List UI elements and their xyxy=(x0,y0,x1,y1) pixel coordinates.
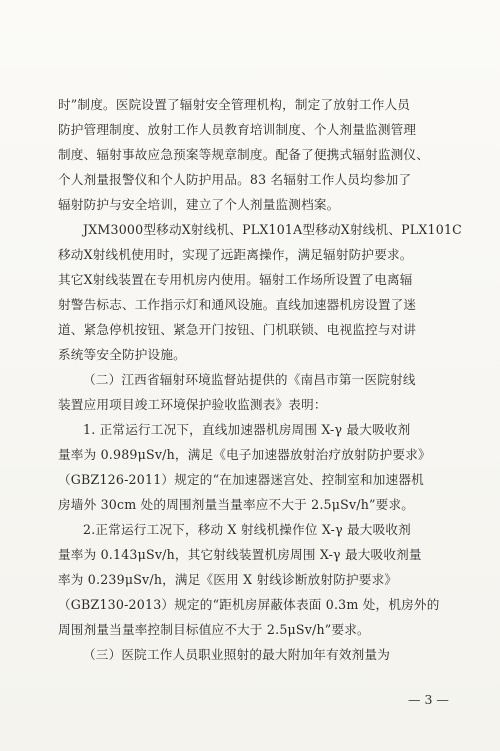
text-line: （GBZ130-2013）规定的“距机房屏蔽体表面 0.3m 处，机房外的 xyxy=(58,597,440,612)
text-line: 1. 正常运行工况下，直线加速器机房周围 X-γ 最大吸收剂 xyxy=(83,422,411,437)
text-line: 装置应用项目竣工环境保护验收监测表》表明： xyxy=(58,397,327,412)
text-line: 周围剂量当量率控制目标值应不大于 2.5μSv/h”要求。 xyxy=(58,622,370,637)
paragraph-equipment-protection xyxy=(58,217,463,367)
text-line: 道、紧急停机按钮、紧急开门按钮、门机联锁、电视监控与对讲 xyxy=(58,322,417,337)
text-line: 射警告标志、工作指示灯和通风设施。直线加速器机房设置了迷 xyxy=(58,297,417,312)
document-body xyxy=(58,92,463,667)
text-line: 制度、辐射事故应急预案等规章制度。配备了便携式辐射监测仪、 xyxy=(58,147,430,162)
text-line: 移动X射线机使用时，实现了远距离操作，满足辐射防护要求。 xyxy=(58,247,413,262)
text-line: 其它X射线装置在专用机房内使用。辐射工作场所设置了电离辐 xyxy=(58,272,413,287)
text-line: （GBZ126-2011）规定的“在加速器迷宫处、控制室和加速器机 xyxy=(58,472,424,487)
text-line: 量率为 0.989μSv/h，满足《电子加速器放射治疗放射防护要求》 xyxy=(58,447,431,462)
text-line: 时”制度。医院设置了辐射安全管理机构，制定了放射工作人员 xyxy=(58,97,411,112)
page-number: — 3 — xyxy=(408,692,449,707)
paragraph-item-2 xyxy=(58,517,450,642)
text-line: 2.正常运行工况下，移动 X 射线机操作位 X-γ 最大吸收剂 xyxy=(83,522,411,537)
paragraph-monitoring-report xyxy=(58,367,450,417)
text-line: 辐射防护与安全培训，建立了个人剂量监测档案。 xyxy=(58,197,340,212)
paragraph-item-1 xyxy=(58,417,450,517)
text-line: 个人剂量报警仪和个人防护用品。83 名辐射工作人员均参加了 xyxy=(58,172,412,187)
text-line: 率为 0.239μSv/h，满足《医用 X 射线诊断放射防护要求》 xyxy=(58,572,398,587)
paragraph-occupational-dose xyxy=(58,642,450,667)
text-line: （三）医院工作人员职业照射的最大附加年有效剂量为 xyxy=(83,647,391,662)
text-line: 系统等安全防护设施。 xyxy=(58,347,186,362)
text-line: 防护管理制度、放射工作人员教育培训制度、个人剂量监测管理 xyxy=(58,122,417,137)
text-line: 量率为 0.143μSv/h，其它射线装置机房周围 X-γ 最大吸收剂量 xyxy=(58,547,422,562)
text-line: （二）江西省辐射环境监督站提供的《南昌市第一医院射线 xyxy=(83,372,416,387)
text-line: JXM3000型移动X射线机、PLX101A型移动X射线机、PLX101C xyxy=(83,222,463,237)
text-line: 房墙外 30cm 处的周围剂量当量率应不大于 2.5μSv/h”要求。 xyxy=(58,497,415,512)
paragraph-safety-management xyxy=(58,92,450,217)
